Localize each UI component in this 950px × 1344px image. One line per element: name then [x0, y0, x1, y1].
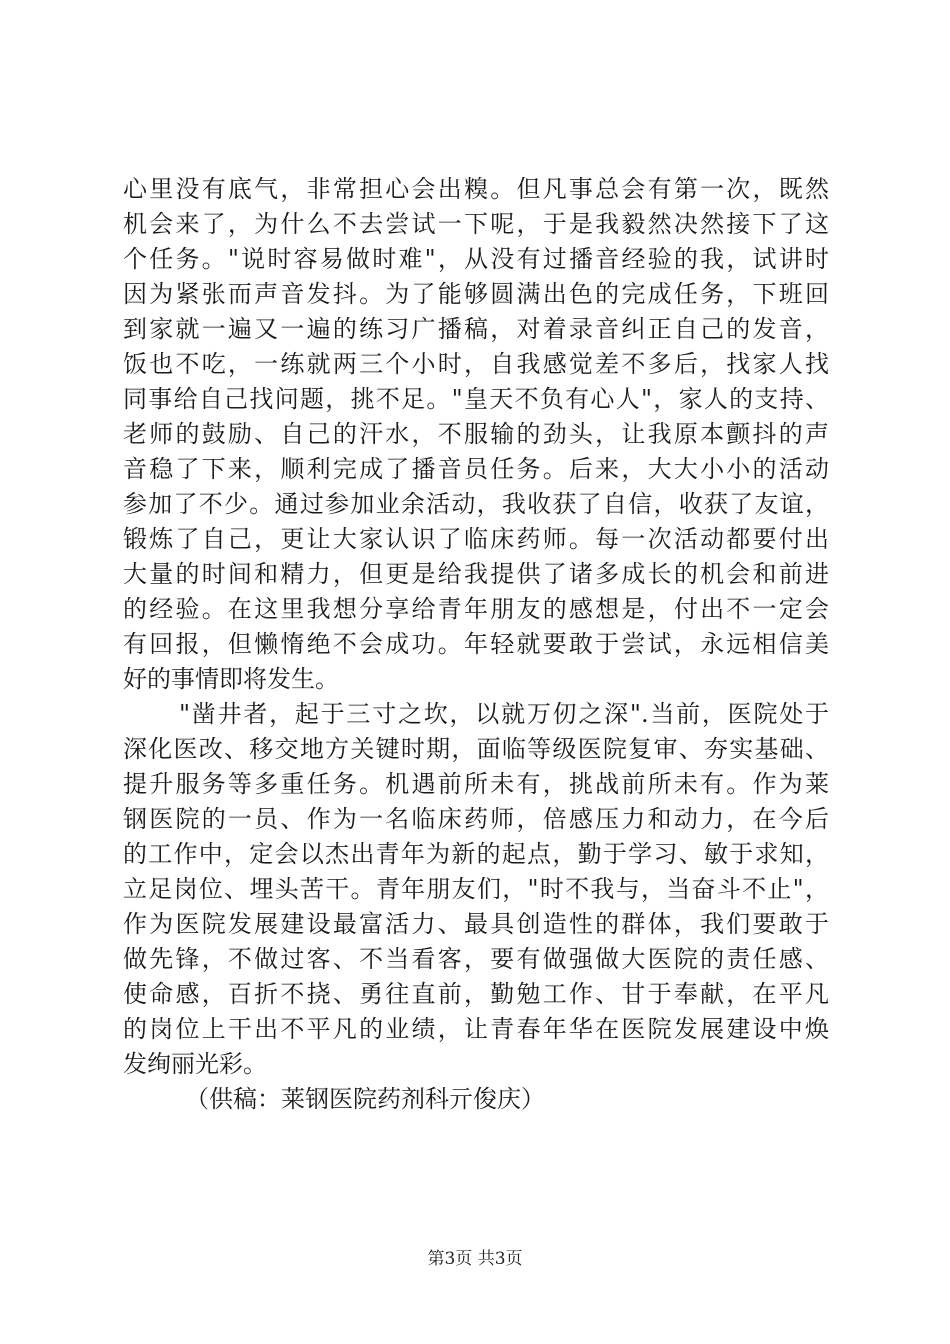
- text-line: 到家就一遍又一遍的练习广播稿，对着录音纠正自己的发音，: [123, 315, 829, 343]
- text-line: "凿井者，起于三寸之坎，以就万仞之深".当前，医院处于: [179, 700, 829, 728]
- text-line: 钢医院的一员、作为一名临床药师，倍感压力和动力，在今后: [123, 805, 829, 833]
- text-line: 饭也不吃，一练就两三个小时，自我感觉差不多后，找家人找: [123, 350, 829, 378]
- text-line: （供稿：莱钢医院药剂科亓俊庆）: [185, 1085, 545, 1113]
- document-body: [123, 172, 829, 1117]
- text-line: 有回报，但懒惰绝不会成功。年轻就要敢于尝试，永远相信美: [123, 630, 829, 658]
- text-line: 因为紧张而声音发抖。为了能够圆满出色的完成任务，下班回: [123, 280, 829, 308]
- text-line: 的工作中，定会以杰出青年为新的起点，勤于学习、敏于求知，: [123, 840, 829, 868]
- page-footer: 第3页 共3页: [427, 1249, 523, 1269]
- text-line: 锻炼了自己，更让大家认识了临床药师。每一次活动都要付出: [123, 525, 829, 553]
- text-line: 音稳了下来，顺利完成了播音员任务。后来，大大小小的活动: [123, 455, 829, 483]
- text-line: 好的事情即将发生。: [123, 665, 339, 693]
- text-line: 老师的鼓励、自己的汗水，不服输的劲头，让我原本颤抖的声: [123, 420, 829, 448]
- text-line: 做先锋，不做过客、不当看客，要有做强做大医院的责任感、: [123, 945, 829, 973]
- text-line: 发绚丽光彩。: [123, 1050, 267, 1078]
- text-line: 大量的时间和精力，但更是给我提供了诸多成长的机会和前进: [123, 560, 829, 588]
- text-line: 机会来了，为什么不去尝试一下呢，于是我毅然决然接下了这: [123, 210, 829, 238]
- text-line: 同事给自己找问题，挑不足。"皇天不负有心人"，家人的支持、: [123, 385, 829, 413]
- text-line: 立足岗位、埋头苦干。青年朋友们，"时不我与，当奋斗不止"，: [123, 875, 829, 903]
- text-line: 心里没有底气，非常担心会出糗。但凡事总会有第一次，既然: [123, 175, 829, 203]
- text-line: 使命感，百折不挠、勇往直前，勤勉工作、甘于奉献，在平凡: [123, 980, 829, 1008]
- text-line: 作为医院发展建设最富活力、最具创造性的群体，我们要敢于: [123, 910, 829, 938]
- text-line: 深化医改、移交地方关键时期，面临等级医院复审、夯实基础、: [123, 735, 829, 763]
- text-line: 提升服务等多重任务。机遇前所未有，挑战前所未有。作为莱: [123, 770, 829, 798]
- text-line: 个任务。"说时容易做时难"，从没有过播音经验的我，试讲时: [123, 245, 829, 273]
- text-line: 的岗位上干出不平凡的业绩，让青春年华在医院发展建设中焕: [123, 1015, 829, 1043]
- text-line: 的经验。在这里我想分享给青年朋友的感想是，付出不一定会: [123, 595, 829, 623]
- text-line: 参加了不少。通过参加业余活动，我收获了自信，收获了友谊，: [123, 490, 829, 518]
